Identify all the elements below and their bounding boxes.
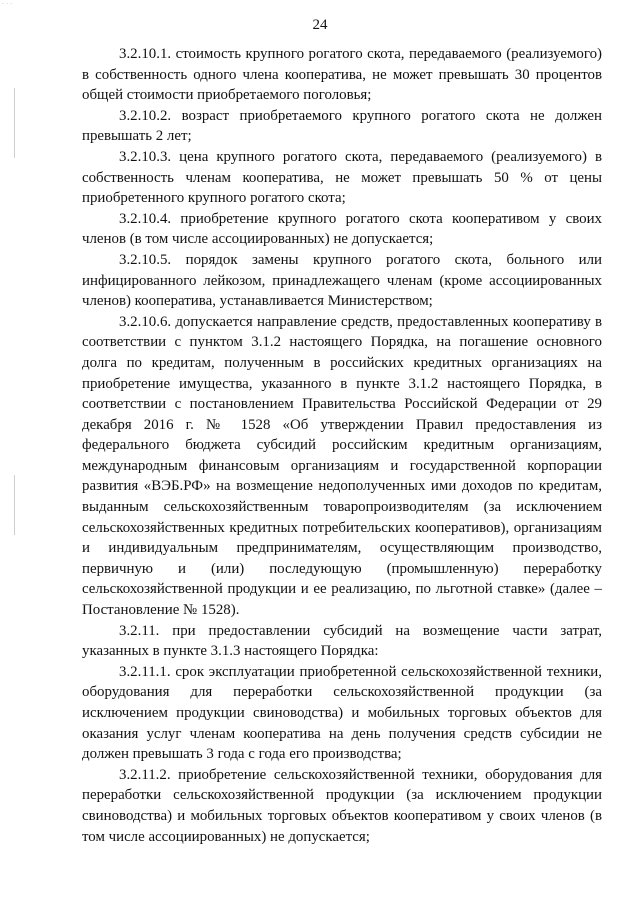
paragraph-3-2-10-4: 3.2.10.4. приобретение крупного рогатого скота кооперативом у своих членов (в том числе ассоциированных) не допускается; [82, 210, 602, 248]
page-number: 24 [312, 17, 328, 33]
paragraph-3-2-10-3: 3.2.10.3. цена крупного рогатого скота, передаваемого (реализуемого) в собственность членам кооператива, не может превышать 50 % от цены приобретенного крупного рогатого скота; [82, 148, 602, 207]
paragraph-3-2-10-1: 3.2.10.1. стоимость крупного рогатого скота, передаваемого (реализуемого) в собственность одного члена кооператива, не может превышать 30 процентов общей стоимости приобретаемого поголовья; [82, 46, 602, 104]
paragraph-3-2-11-2: 3.2.11.2. приобретение сельскохозяйственной техники, оборудования для переработки сельскохозяйственной продукции (за исключением продукции свиноводства) и мобильных торговых объектов кооперативом у своих членов (в том числе ассоциированных) не допускается; [82, 766, 602, 845]
scan-corner-mark: - - - [2, 0, 13, 7]
paragraph-3-2-11-1: 3.2.11.1. срок эксплуатации приобретенной сельскохозяйственной техники, оборудования для переработки сельскохозяйственной продукции (за исключением продукции свиноводства) и мобильных торговых объектов для оказания услуг членам кооператива на день получения средств субсидии не должен превышать 3 года с года его производства; [82, 663, 602, 763]
margin-line [14, 475, 15, 535]
margin-line [14, 88, 15, 158]
document-body [82, 44, 602, 847]
paragraph-3-2-10-2: 3.2.10.2. возраст приобретаемого крупного рогатого скота не должен превышать 2 лет; [82, 107, 602, 145]
paragraph-3-2-10-5: 3.2.10.5. порядок замены крупного рогатого скота, больного или инфицированного лейкозом, принадлежащего членам (кроме ассоциированных членов) кооператива, устанавливается Министерством; [82, 251, 602, 310]
paragraph-3-2-11: 3.2.11. при предоставлении субсидий на возмещение части затрат, указанных в пункте 3.1.3 настоящего Порядка: [82, 622, 602, 660]
paragraph-3-2-10-6: 3.2.10.6. допускается направление средств, предоставленных кооперативу в соответствии с пунктом 3.1.2 настоящего Порядка, на погашение основного долга по кредитам, полученным в российских кредитных организациях на приобретение имущества, указанного в пункте 3.1.2 настоящего Порядка, в соответствии с постановлением Правительства Российской Федерации от 29 декабря 2016 г. № 1528 «Об утверждении Правил предоставления из федерального бюджета субсидий российским кредитным организациям, международным финансовым организациям и государственной корпорации развития «ВЭБ.РФ» на возмещение недополученных ими доходов по кредитам, выданным сельскохозяйственным товаропроизводителям (за исключением сельскохозяйственных кредитных потребительских кооперативов), организациям и индивидуальным предпринимателям, осуществляющим производство, первичную и (или) последующую (промышленную) переработку сельскохозяйственной продукции и ее реализацию, по льготной ставке» (далее – Постановление № 1528). [82, 313, 602, 619]
